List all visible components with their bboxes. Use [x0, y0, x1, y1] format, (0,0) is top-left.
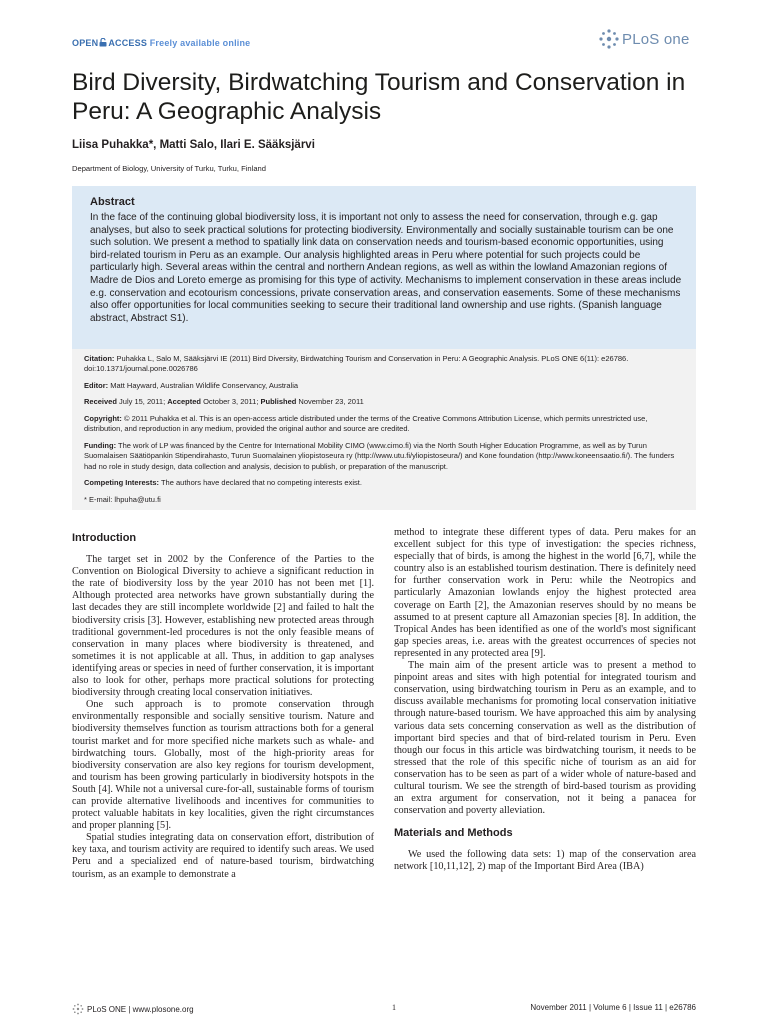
- open-access-banner: [72, 38, 250, 48]
- right-paragraph-2: The main aim of the present article was to present a method to pinpoint areas and sites with high potential for integrated tourism and conservation, using birdwatching tourism in Peru as an example, and to discuss available mechanisms for promoting local conservation initiative through nature-based tourism. We have approached this aim by analysing various data sets concerning conservation as well as the distribution of important bird species and that of bird-related tourism in Peru. Even though our focus in this article was birdwatching tourism, it needs to be stressed that the role of this specific niche of tourism as an aid for conservation has to be seen as part of a wider whole of nature-based and cultural tourism. We see the strength of bird-based tourism as providing an extra argument for conservation, not it being a panacea for conservation and poverty alleviation.: [394, 660, 696, 817]
- plos-logo-icon: [598, 28, 620, 50]
- abstract-box: [72, 186, 696, 349]
- competing-interests-text: The authors have declared that no competing interests exist.: [159, 478, 362, 488]
- citation-text: Puhakka L, Salo M, Sääksjärvi IE (2011) Bird Diversity, Birdwatching Tourism and Conservation in Peru: A Geographic Analysis. PLoS ONE 6(11): e26786. doi:10.1371/journal.pone.0026786: [84, 354, 629, 374]
- editor-label: Editor:: [84, 380, 109, 390]
- open-lock-icon: [99, 38, 107, 47]
- copyright: [84, 414, 686, 435]
- citation: [84, 354, 686, 375]
- author-list: Liisa Puhakka*, Matti Salo, Ilari E. Sääksjärvi: [72, 139, 315, 151]
- competing-interests: [84, 478, 686, 488]
- received-date: July 15, 2011;: [116, 397, 168, 407]
- published-date: November 23, 2011: [296, 397, 364, 407]
- received-label: Received: [84, 397, 117, 407]
- footer-journal: [72, 1003, 194, 1015]
- article-metadata: [72, 349, 696, 510]
- right-paragraph-1: method to integrate these different types of data. Peru makes for an excellent subject for this type of investigation: the species richness, especially that of birds, is among the highest in the world [6,7], while the country also is an established tourism destination. There is definitely need for further conservation work in Peru: while the Neotropics and particularly Amazonian lowlands enjoy the highest protected area coverage on Earth [2], the Amazonian reserves should by no means be assumed to at present capture all Amazonian species [8]. In addition, the Tropical Andes has been identified as one of the world's most significant gap species areas, i.e. areas with the greatest occurrences of species not represented in any protected area [9].: [394, 527, 696, 659]
- copyright-label: Copyright:: [84, 414, 122, 424]
- article-title: Bird Diversity, Birdwatching Tourism and Conservation in Peru: A Geographic Analysis: [72, 69, 686, 125]
- open-access-access-label: ACCESS: [108, 38, 148, 48]
- footer-issue-info: November 2011 | Volume 6 | Issue 11 | e26786: [530, 1003, 696, 1012]
- editor: [84, 381, 686, 391]
- funding: [84, 441, 686, 472]
- accepted-date: October 3, 2011;: [201, 397, 261, 407]
- editor-text: Matt Hayward, Australian Wildlife Conservancy, Australia: [108, 380, 299, 390]
- plos-one-logo: [598, 26, 690, 52]
- corresponding-email: * E-mail: lhpuha@utu.fi: [84, 494, 161, 504]
- published-label: Published: [260, 397, 297, 407]
- publication-dates: [84, 397, 686, 407]
- funding-label: Funding:: [84, 440, 117, 450]
- footer-journal-text: PLoS ONE | www.plosone.org: [87, 1004, 194, 1014]
- funding-text: The work of LP was financed by the Centre for International Mobility CIMO (www.cimo.fi) via the North South Higher Education Programme, as well as by Turun Suomalaisen Säätiöpankin Stipendirahasto, Turun Suomalainen yliopistoseura ry (http://www.utu.fi/yliopistoseura/) and Kone foundation (http://www.koneensaatio.fi/). The funders had no role in study design, data collection and analysis, decision to publish, or preparation of the manuscript.: [84, 440, 675, 471]
- methods-heading: Materials and Methods: [394, 827, 513, 840]
- page-number: 1: [392, 1003, 396, 1012]
- methods-paragraph-1: We used the following data sets: 1) map of the conservation area network [10,11,12], 2) map of the Important Bird Area (IBA): [394, 849, 696, 873]
- freely-available-label: Freely available online: [149, 38, 251, 48]
- intro-paragraph-1: The target set in 2002 by the Conference of the Parties to the Convention on Biological Diversity to achieve a significant reduction in the rate of biodiversity loss by the year 2010 has not been met [1]. Although protected area networks have grown substantially during the last decades they are still incomplete worldwide [2] and failed to halt the biodiversity crisis [3]. However, establishing new protected areas through traditional government-led procedures is not the only feasible means of conservation in many places where biodiversity is threatened, and sometimes it is not applicable at all. Thus, in addition to gap analyses identifying areas or species in need of further conservation, it is important also to look for other, perhaps more practical solutions for protecting biodiversity through creating local conservation initiatives.: [72, 554, 374, 699]
- introduction-heading: Introduction: [72, 532, 137, 544]
- author-affiliation: Department of Biology, University of Turku, Turku, Finland: [72, 164, 267, 173]
- abstract-heading: Abstract: [90, 196, 135, 208]
- copyright-text: © 2011 Puhakka et al. This is an open-access article distributed under the terms of the Creative Commons Attribution License, which permits unrestricted use, distribution, and reproduction in any medium, provided the original author and source are credited.: [84, 414, 648, 434]
- plos-one-logo-text: PLoS one: [622, 30, 690, 48]
- accepted-label: Accepted: [167, 397, 202, 407]
- body-column-right: [394, 527, 696, 874]
- abstract-text: In the face of the continuing global biodiversity loss, it is important not only to assess the need for conservation, through e.g. gap analyses, but also to seek practical solutions for protecting biodiversity. Environmentally and socially sustainable tourism can be one such solution. We present a method to spatially link data on conservation needs and tourism-based economic opportunities, using bird-related tourism in Peru as an example. Our analysis highlighted areas in Peru where potential for such projects could be particularly high. Several areas within the central and northern Andean regions, as well as within the lowland Amazonian regions of Madre de Dios and Loreto emerge as promising for this type of activity. Mechanisms to implement conservation in these areas include e.g. conservation and ecotourism concessions, private conservation areas, and conservation easements. Some of these mechanisms also offer opportunities for local communities seeking to secure their traditional land ownership and use rights. (Spanish language abstract, Abstract S1).: [90, 212, 682, 324]
- competing-interests-label: Competing Interests:: [84, 478, 160, 488]
- citation-label: Citation:: [84, 354, 115, 363]
- plos-footer-logo-icon: [72, 1003, 84, 1015]
- intro-paragraph-3: Spatial studies integrating data on conservation effort, distribution of key taxa, and tourism activity are required to identify such areas. We used Peru and a specialized end of nature-based tourism, birdwatching tourism, as an example to demonstrate a: [72, 832, 374, 880]
- intro-paragraph-2: One such approach is to promote conservation through environmentally responsible and socially sensitive tourism. Nature and biodiversity themselves function as tourism attractions both for a general tourist market and for more specified niche markets such as whale- and birdwatching tours. Globally, most of the high-priority areas for biodiversity conservation are also key regions for tourism development, and tourism has been growing particularly in biodiversity hotspots in the South [4]. While not a universal cure-for-all, sustainable forms of tourism can provide alternative livelihoods and incentives for communities to protect valuable habitats in key localities, given the right circumstances and proper planning [5].: [72, 699, 374, 832]
- body-column-left: [72, 527, 374, 881]
- open-access-open-label: OPEN: [72, 38, 99, 48]
